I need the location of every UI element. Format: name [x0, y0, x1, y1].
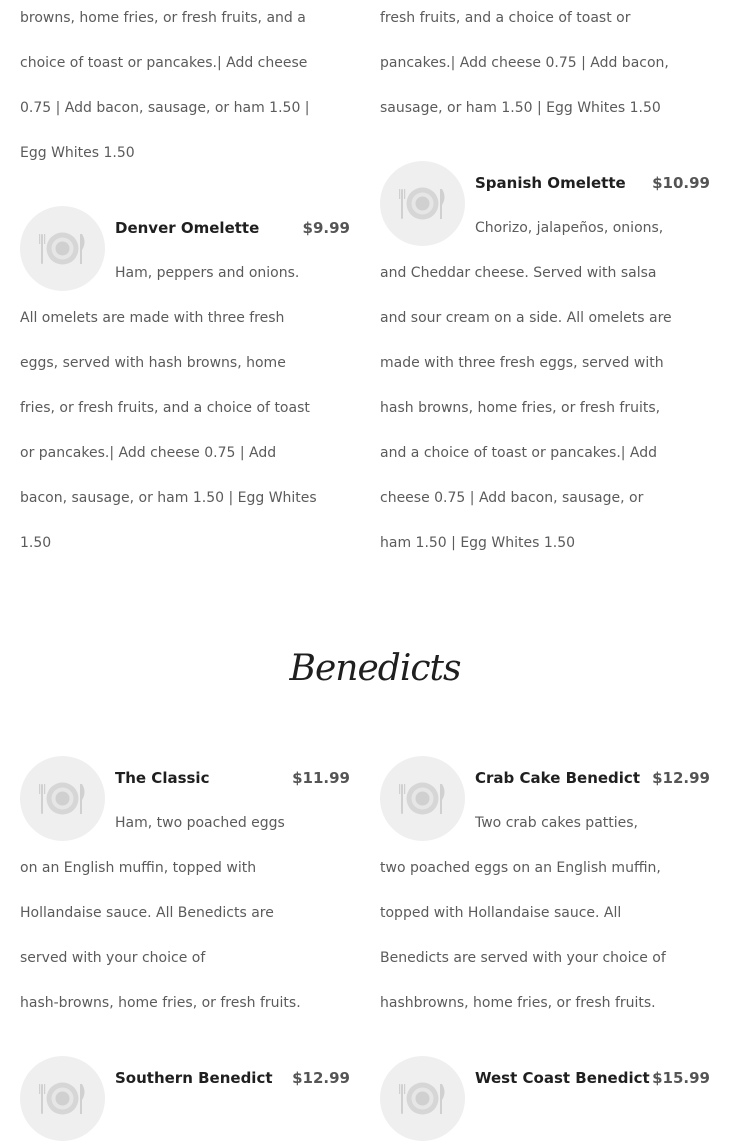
item-name[interactable]: Denver Omelette — [115, 219, 260, 237]
plate-cutlery-icon — [20, 756, 105, 841]
description-line: browns, home fries, or fresh fruits, and a — [20, 10, 306, 26]
description-line: fries, or fresh fruits, and a choice of toast — [20, 400, 310, 416]
description-line: and Cheddar cheese. Served with salsa — [380, 265, 657, 281]
plate-cutlery-icon — [380, 1056, 465, 1141]
description-line: sausage, or ham 1.50 | Egg Whites 1.50 — [380, 100, 661, 116]
description-line: bacon, sausage, or ham 1.50 | Egg Whites — [20, 490, 317, 506]
description-line: and sour cream on a side. All omelets are — [380, 310, 672, 326]
description-line: hash browns, home fries, or fresh fruits, — [380, 400, 661, 416]
item-name[interactable]: West Coast Benedict — [475, 1069, 650, 1087]
description-line: cheese 0.75 | Add bacon, sausage, or — [380, 490, 644, 506]
description-line: two poached eggs on an English muffin, — [380, 860, 661, 876]
item-name[interactable]: Spanish Omelette — [475, 174, 626, 192]
plate-cutlery-icon — [380, 756, 465, 841]
item-price: $9.99 — [302, 219, 350, 237]
item-price: $10.99 — [652, 174, 710, 192]
item-name[interactable]: The Classic — [115, 769, 210, 787]
description-line: Chorizo, jalapeños, onions, — [475, 220, 664, 236]
description-line: Ham, two poached eggs — [115, 815, 285, 831]
description-line: All omelets are made with three fresh — [20, 310, 285, 326]
description-line: Two crab cakes patties, — [475, 815, 639, 831]
item-price: $12.99 — [292, 1069, 350, 1087]
description-line: Hollandaise sauce. All Benedicts are — [20, 905, 274, 921]
description-line: topped with Hollandaise sauce. All — [380, 905, 622, 921]
description-line: Ham, peppers and onions. — [115, 265, 300, 281]
plate-cutlery-icon — [380, 161, 465, 246]
section-title-benedicts: Benedicts — [289, 648, 461, 689]
item-price: $15.99 — [652, 1069, 710, 1087]
plate-cutlery-icon — [20, 206, 105, 291]
description-line: eggs, served with hash browns, home — [20, 355, 286, 371]
description-line: on an English muffin, topped with — [20, 860, 257, 876]
description-line: ham 1.50 | Egg Whites 1.50 — [380, 535, 576, 551]
description-line: Benedicts are served with your choice of — [380, 950, 666, 966]
item-price: $12.99 — [652, 769, 710, 787]
plate-cutlery-icon — [20, 1056, 105, 1141]
description-line: hashbrowns, home fries, or fresh fruits. — [380, 995, 656, 1011]
item-name[interactable]: Southern Benedict — [115, 1069, 273, 1087]
item-name[interactable]: Crab Cake Benedict — [475, 769, 640, 787]
description-line: Egg Whites 1.50 — [20, 145, 135, 161]
item-price: $11.99 — [292, 769, 350, 787]
description-line: 0.75 | Add bacon, sausage, or ham 1.50 | — [20, 100, 310, 116]
description-line: or pancakes.| Add cheese 0.75 | Add — [20, 445, 277, 461]
description-line: pancakes.| Add cheese 0.75 | Add bacon, — [380, 55, 669, 71]
description-line: made with three fresh eggs, served with — [380, 355, 664, 371]
description-line: fresh fruits, and a choice of toast or — [380, 10, 631, 26]
description-line: served with your choice of — [20, 950, 206, 966]
description-line: choice of toast or pancakes.| Add cheese — [20, 55, 308, 71]
description-line: 1.50 — [20, 535, 52, 551]
description-line: hash-browns, home fries, or fresh fruits. — [20, 995, 301, 1011]
description-line: and a choice of toast or pancakes.| Add — [380, 445, 658, 461]
